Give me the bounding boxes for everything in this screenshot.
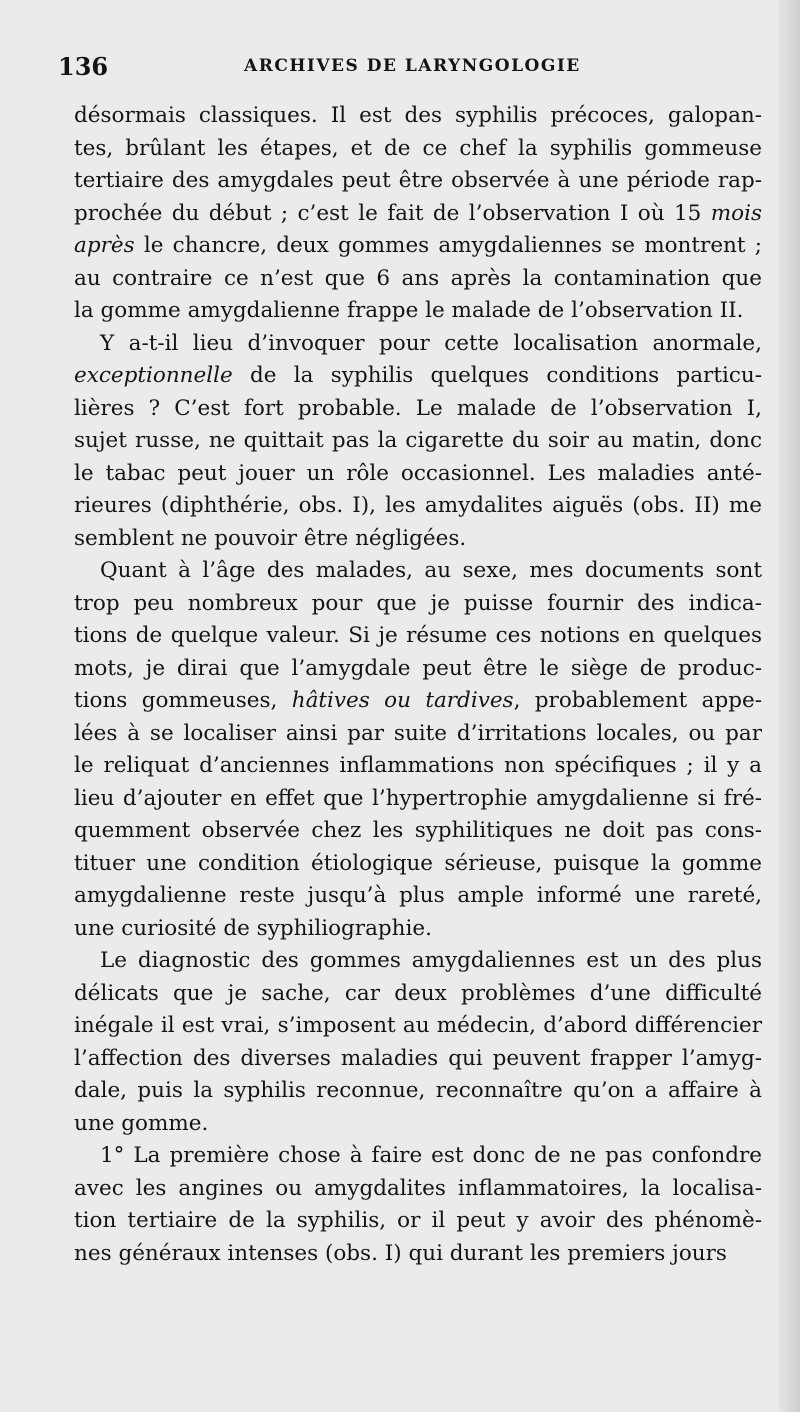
running-title: ARCHIVES DE LARYNGOLOGIE — [244, 56, 581, 76]
paragraph — [74, 328, 762, 556]
text-segment: tes, brûlant les étapes, et de ce chef la syphilis gommeuse — [74, 135, 762, 161]
text-segment: lieu d’ajouter en effet que l’hypertrophie amygdalienne si fré- — [74, 785, 762, 811]
text-line — [74, 100, 762, 133]
text-segment: rieures (diphthérie, obs. I), les amydalites aiguës (obs. II) me — [74, 493, 762, 518]
text-segment: de la syphilis quelques conditions particu- — [232, 363, 762, 388]
text-segment: dale, puis la syphilis reconnue, reconnaître qu’on a affaire à — [74, 1078, 762, 1103]
text-line — [74, 815, 762, 848]
text-segment: lières ? C’est fort probable. Le malade de l’observation I, — [74, 395, 762, 421]
text-line — [74, 1140, 762, 1173]
text-line — [74, 1108, 762, 1141]
text-segment: sujet russe, ne quittait pas la cigarette du soir au matin, donc — [74, 428, 762, 453]
text-line — [74, 133, 762, 166]
text-line — [74, 750, 762, 783]
text-segment: Quant à l’âge des malades, au sexe, mes documents sont — [100, 558, 762, 583]
text-line — [74, 328, 762, 361]
text-segment: l’affection des diverses maladies qui peuvent frapper l’amyg- — [74, 1045, 762, 1071]
text-segment: au contraire ce n’est que 6 ans après la contamination que — [74, 265, 762, 291]
text-line — [74, 880, 762, 913]
running-head — [58, 52, 758, 86]
text-line — [74, 945, 762, 978]
text-segment: amygdalienne reste jusqu’à plus ample informé une rareté, — [74, 883, 762, 908]
page-edge-shadow — [778, 0, 800, 1412]
text-line — [74, 913, 762, 946]
text-line — [74, 685, 762, 718]
text-line — [74, 458, 762, 491]
paragraph — [74, 1140, 762, 1270]
text-segment: lées à se localiser ainsi par suite d’irritations locales, ou par — [74, 720, 762, 746]
text-line — [74, 783, 762, 816]
text-segment: tertiaire des amygdales peut être observée à une période rap- — [74, 168, 762, 193]
text-line — [74, 393, 762, 426]
italic-text: exceptionnelle — [74, 363, 233, 388]
text-segment: prochée du début ; c’est le fait de l’observation I où 15 — [74, 200, 711, 226]
text-line — [74, 360, 762, 393]
page-number: 136 — [58, 52, 109, 81]
text-line — [74, 165, 762, 198]
text-line — [74, 555, 762, 588]
text-line — [74, 523, 762, 556]
italic-text: mois — [710, 200, 762, 226]
text-segment: , probablement appe- — [513, 688, 762, 713]
text-line — [74, 295, 762, 328]
text-segment: 1° La première chose à faire est donc de ne pas confondre — [100, 1143, 762, 1168]
text-segment: tions gommeuses, — [74, 688, 292, 713]
text-segment: semblent ne pouvoir être négligées. — [74, 525, 467, 551]
text-line — [74, 263, 762, 296]
text-line — [74, 490, 762, 523]
text-segment: avec les angines ou amygdalites inflammatoires, la localisa- — [74, 1175, 762, 1201]
paragraph — [74, 945, 762, 1140]
paragraph — [74, 100, 762, 328]
text-segment: désormais classiques. Il est des syphilis précoces, galopan- — [74, 103, 762, 128]
text-segment: le reliquat d’anciennes inflammations non spécifiques ; il y a — [74, 753, 762, 778]
text-segment: tions de quelque valeur. Si je résume ces notions en quelques — [74, 623, 762, 648]
text-line — [74, 230, 762, 263]
text-line — [74, 620, 762, 653]
text-line — [74, 653, 762, 686]
text-segment: la gomme amygdalienne frappe le malade de l’observation II. — [74, 298, 744, 323]
italic-text: après — [74, 233, 135, 258]
text-segment: délicats que je sache, car deux problèmes d’une difficulté — [74, 980, 762, 1006]
text-line — [74, 425, 762, 458]
text-segment: une curiosité de syphiliographie. — [74, 915, 432, 941]
text-line — [74, 848, 762, 881]
text-segment: le chancre, deux gommes amygdaliennes se montrent ; — [134, 233, 762, 258]
text-line — [74, 1238, 762, 1271]
text-line — [74, 1205, 762, 1238]
text-segment: trop peu nombreux pour que je puisse fournir des indica- — [74, 590, 762, 616]
text-segment: inégale il est vrai, s’imposent au médecin, d’abord différencier — [74, 1013, 762, 1038]
text-segment: tion tertiaire de la syphilis, or il peut y avoir des phénomè- — [74, 1208, 762, 1233]
italic-text: hâtives ou tardives — [291, 688, 514, 713]
text-segment: le tabac peut jouer un rôle occasionnel. Les maladies anté- — [74, 460, 762, 486]
text-segment: tituer une condition étiologique sérieuse, puisque la gomme — [74, 850, 762, 876]
text-segment: Le diagnostic des gommes amygdaliennes est un des plus — [100, 948, 762, 973]
text-segment: une gomme. — [74, 1110, 209, 1136]
text-line — [74, 588, 762, 621]
text-line — [74, 1075, 762, 1108]
paragraph — [74, 555, 762, 945]
text-segment: mots, je dirai que l’amygdale peut être le siège de produc- — [74, 655, 762, 681]
text-line — [74, 1043, 762, 1076]
text-segment: Y a-t-il lieu d’invoquer pour cette localisation anormale, — [100, 330, 762, 356]
text-line — [74, 978, 762, 1011]
text-line — [74, 718, 762, 751]
text-line — [74, 198, 762, 231]
text-line — [74, 1173, 762, 1206]
body-text — [74, 100, 762, 1270]
text-segment: nes généraux intenses (obs. I) qui durant les premiers jours — [74, 1240, 727, 1266]
text-line — [74, 1010, 762, 1043]
text-segment: quemment observée chez les syphilitiques ne doit pas cons- — [74, 818, 762, 843]
